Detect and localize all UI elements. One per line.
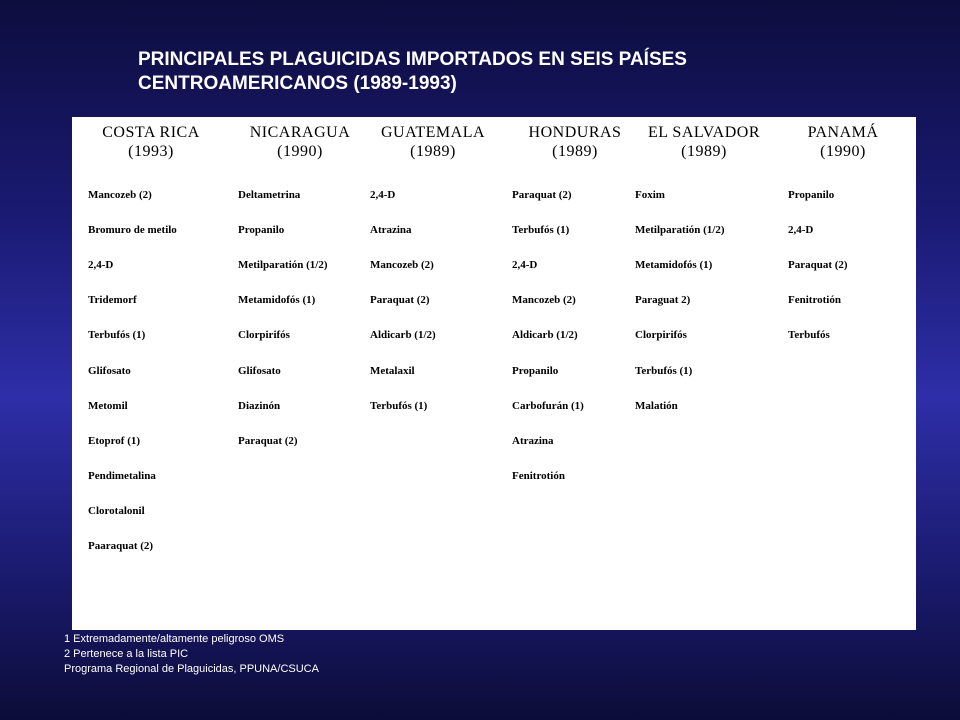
pesticide-item: Clorpirifós (635, 329, 687, 342)
country-name: GUATEMALA (380, 124, 486, 141)
column-header (238, 123, 362, 161)
footnotes (64, 632, 319, 677)
pesticide-item: Mancozeb (2) (88, 189, 152, 201)
pesticide-item: Carbofurán (1) (512, 399, 584, 412)
pesticide-item: Metilparatión (1/2) (238, 259, 328, 272)
pesticide-item: Terbufós (1) (88, 329, 146, 342)
pesticide-item: Clorotalonil (88, 504, 145, 517)
column-year: (1989) (552, 143, 598, 160)
pesticide-item: Metamidofós (1) (635, 259, 713, 272)
slide-title (138, 48, 858, 96)
pesticide-item: Fenitrotión (512, 469, 565, 482)
pesticide-table (72, 117, 916, 630)
pesticide-item: Clorpirifós (238, 329, 290, 342)
column-year: (1990) (820, 143, 866, 160)
pesticide-item: Aldicarb (1/2) (512, 329, 578, 342)
column-year: (1989) (410, 143, 456, 160)
footnote-1: 1 Extremadamente/altamente peligroso OMS (64, 633, 285, 645)
table-column (788, 117, 898, 630)
country-name: PANAMÁ (807, 124, 879, 141)
pesticide-item: Paaraquat (2) (88, 540, 154, 552)
pesticide-item: Atrazina (512, 434, 554, 447)
pesticide-item: Deltametrina (238, 189, 301, 201)
pesticide-item: Metomil (88, 399, 128, 412)
pesticide-item: 2,4-D (512, 259, 538, 272)
pesticide-item: Propanilo (238, 224, 285, 237)
pesticide-item: Metilparatión (1/2) (635, 224, 725, 237)
pesticide-item: Paraquat (2) (238, 434, 298, 447)
pesticide-item: Paraguat 2) (635, 294, 691, 307)
footnote-2: 2 Pertenece a la lista PIC (64, 648, 189, 660)
pesticide-item: 2,4-D (88, 259, 114, 272)
pesticide-item: Bromuro de metilo (88, 224, 177, 237)
pesticide-item: Aldicarb (1/2) (370, 329, 436, 342)
pesticide-item: Terbufós (788, 329, 830, 342)
table-column (635, 117, 773, 630)
country-name: NICARAGUA (249, 124, 351, 141)
pesticide-item: Pendimetalina (88, 469, 156, 482)
table-column (512, 117, 638, 630)
title-line-2: CENTROAMERICANOS (1989-1993) (138, 73, 457, 94)
pesticide-item: Paraquat (2) (788, 259, 848, 272)
source-note: Programa Regional de Plaguicidas, PPUNA/CSUCA (64, 663, 319, 675)
country-name: COSTA RICA (102, 124, 200, 141)
pesticide-item: Paraquat (2) (512, 189, 572, 201)
pesticide-item: Metalaxil (370, 364, 415, 377)
table-column (238, 117, 362, 630)
pesticide-item: Foxim (635, 189, 665, 201)
title-line-1: PRINCIPALES PLAGUICIDAS IMPORTADOS EN SEIS PAÍSES (138, 49, 687, 70)
table-column (88, 117, 214, 630)
pesticide-item: 2,4-D (370, 189, 396, 201)
pesticide-item: Terbufós (1) (512, 224, 570, 237)
pesticide-item: Metamidofós (1) (238, 294, 316, 307)
pesticide-item: Mancozeb (2) (512, 294, 576, 307)
column-year: (1993) (128, 143, 174, 160)
pesticide-item: Fenitrotión (788, 294, 841, 307)
column-year: (1990) (277, 143, 323, 160)
pesticide-item: Etoprof (1) (88, 434, 141, 447)
pesticide-item: Paraquat (2) (370, 294, 430, 307)
pesticide-item: Terbufós (1) (370, 399, 428, 412)
pesticide-item: Mancozeb (2) (370, 259, 434, 272)
column-header (635, 123, 773, 161)
pesticide-item: Terbufós (1) (635, 364, 693, 377)
column-header (88, 123, 214, 161)
pesticide-item: Atrazina (370, 224, 412, 237)
column-year: (1989) (681, 143, 727, 160)
pesticide-item: Propanilo (512, 364, 559, 377)
country-name: EL SALVADOR (647, 124, 761, 141)
pesticide-item: Malatión (635, 399, 678, 412)
pesticide-item: 2,4-D (788, 224, 814, 237)
pesticide-item: Glifosato (238, 364, 281, 377)
column-header (370, 123, 496, 161)
table-column (370, 117, 496, 630)
pesticide-item: Glifosato (88, 364, 131, 377)
country-name: HONDURAS (528, 124, 622, 141)
pesticide-item: Propanilo (788, 189, 835, 201)
pesticide-item: Tridemorf (88, 294, 137, 307)
pesticide-item: Diazinón (238, 399, 281, 412)
column-header (512, 123, 638, 161)
column-header (788, 123, 898, 161)
